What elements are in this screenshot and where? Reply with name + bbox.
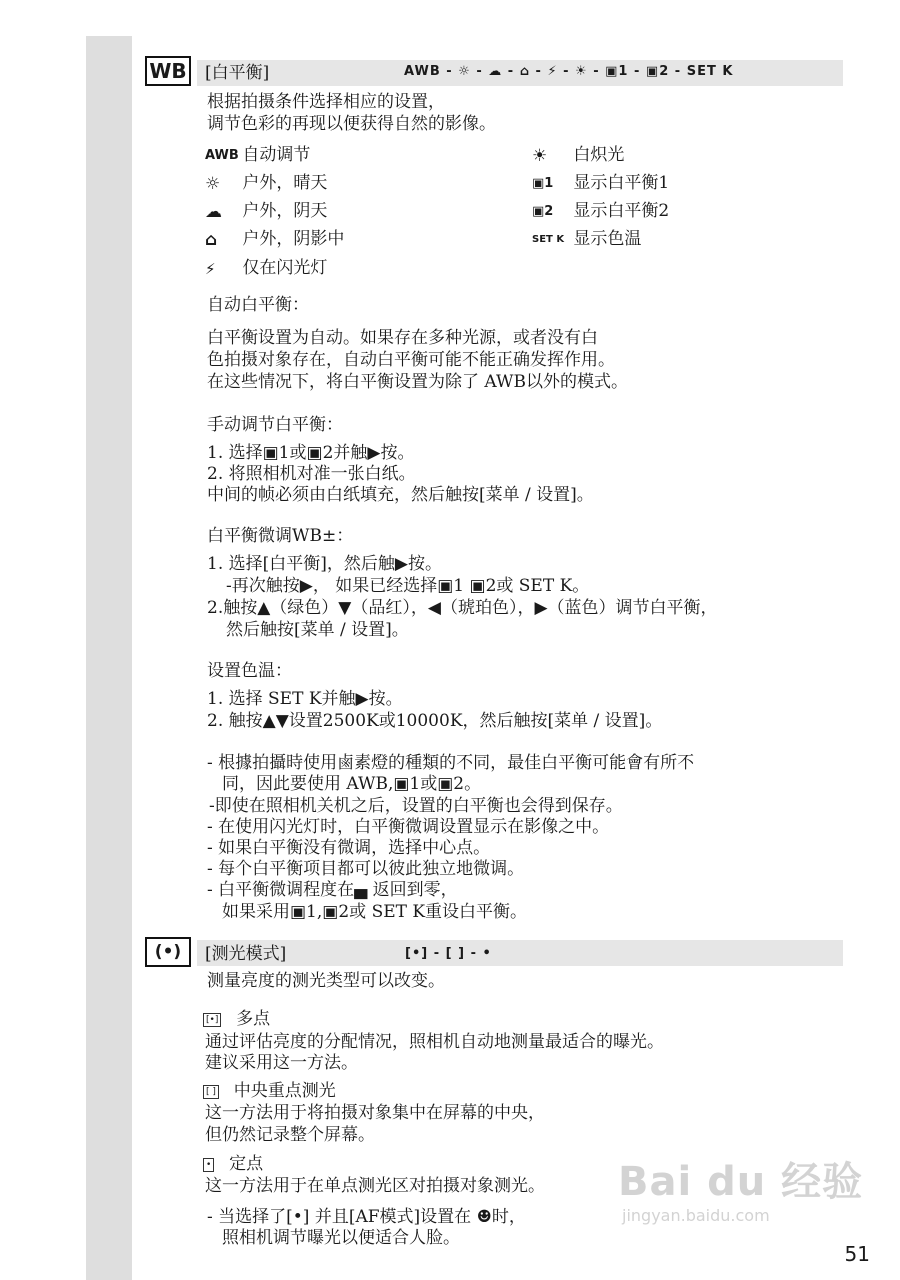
- watermark-url: jingyan.baidu.com: [622, 1206, 770, 1225]
- wb-fine-line-1: 1. 选择[白平衡]，然后触▶按。: [207, 554, 442, 574]
- metering-spot: [203, 1153, 263, 1175]
- metering-icon: (•): [145, 937, 191, 967]
- wb-note-4: - 在使用闪光灯时，白平衡微调设置显示在影像之中。: [207, 817, 610, 837]
- metering-mode-strip: [•] - [ ] - •: [405, 946, 492, 961]
- metering-intro: 测量亮度的测光类型可以改变。: [207, 971, 445, 991]
- wb-note-6: - 每个白平衡项目都可以彼此独立地微调。: [207, 859, 525, 879]
- wb-mode-custom1: [532, 172, 669, 195]
- kelvin-icon: SET K: [532, 233, 565, 245]
- left-margin-band: [86, 36, 132, 1280]
- metering-header-title: [测光模式]: [205, 944, 287, 964]
- baidu-watermark: [618, 1150, 864, 1225]
- watermark-brand: Bai du 经验: [618, 1159, 864, 1205]
- wb-mode-awb: [205, 144, 310, 167]
- wb-intro-1: 根据拍摄条件选择相应的设置，: [207, 92, 445, 112]
- wb-fine-line-4: 然后触按[菜单 / 设置]。: [226, 620, 409, 640]
- wb-note-7: - 白平衡微调程度在▄ 返回到零，: [207, 880, 458, 900]
- wb-manual-line-3: 中间的帧必须由白纸填充，然后触按[菜单 / 设置]。: [207, 485, 594, 505]
- metering-center: [203, 1080, 336, 1102]
- metering-center-desc-2: 但仍然记录整个屏幕。: [205, 1125, 375, 1145]
- wb-fine-title: 白平衡微调WB±：: [207, 526, 354, 546]
- wb-mode-label: 自动调节: [242, 145, 311, 165]
- wb-manual-line-1: 1. 选择▣1或▣2并触▶按。: [207, 443, 415, 463]
- wb-auto-line-2: 色拍摄对象存在，自动白平衡可能不能正确发挥作用。: [207, 350, 615, 370]
- custom-wb1-icon: ▣1: [532, 175, 554, 191]
- metering-item-label: 多点: [236, 1009, 271, 1029]
- wb-mode-strip: AWB - ☼ - ☁ - ⌂ - ⚡ - ☀ - ▣1 - ▣2 - SET K: [404, 64, 734, 79]
- wb-mode-cloudy: [205, 200, 327, 223]
- wb-temp-line-2: 2. 触按▲▼设置2500K或10000K，然后触按[菜单 / 设置]。: [207, 711, 663, 731]
- wb-mode-custom2: [532, 200, 669, 223]
- wb-note-8: 如果采用▣1,▣2或 SET K重设白平衡。: [222, 902, 528, 922]
- wb-mode-kelvin: [532, 228, 641, 251]
- page-number: 51: [844, 1242, 870, 1266]
- metering-multi: [203, 1008, 270, 1030]
- awb-icon: AWB: [205, 147, 239, 163]
- center-weighted-icon: [ ]: [203, 1085, 219, 1099]
- wb-icon: WB: [145, 56, 191, 86]
- wb-mode-label: 显示白平衡2: [573, 201, 670, 221]
- flash-icon: ⚡: [205, 259, 216, 278]
- wb-note-5: - 如果白平衡没有微调，选择中心点。: [207, 838, 491, 858]
- sun-icon: ☼: [205, 173, 221, 194]
- wb-note-1: - 根據拍攝時使用鹵素燈的種類的不同，最佳白平衡可能會有所不: [207, 753, 695, 773]
- cloud-icon: ☁: [205, 201, 222, 222]
- wb-mode-sunny: [205, 172, 327, 195]
- shade-icon: ⌂: [205, 229, 218, 250]
- metering-item-label: 定点: [229, 1154, 264, 1174]
- wb-temp-line-1: 1. 选择 SET K并触▶按。: [207, 689, 403, 709]
- wb-mode-shade: [205, 228, 344, 251]
- wb-auto-line-3: 在这些情况下，将白平衡设置为除了 AWB以外的模式。: [207, 372, 628, 392]
- wb-mode-label: 户外，阴天: [242, 201, 328, 221]
- metering-multi-desc-1: 通过评估亮度的分配情况，照相机自动地测量最适合的曝光。: [205, 1032, 664, 1052]
- wb-auto-line-1: 白平衡设置为自动。如果存在多种光源，或者没有白: [207, 328, 598, 348]
- wb-fine-line-3: 2.触按▲（绿色）▼（品红），◀（琥珀色），▶（蓝色）调节白平衡，: [207, 598, 718, 618]
- metering-item-label: 中央重点测光: [233, 1081, 336, 1101]
- wb-mode-label: 户外，晴天: [242, 173, 328, 193]
- wb-mode-label: 户外，阴影中: [242, 229, 345, 249]
- wb-header-title: [白平衡]: [205, 63, 270, 83]
- metering-note-2: 照相机调节曝光以便适合人脸。: [222, 1228, 460, 1248]
- wb-manual-title: 手动调节白平衡：: [207, 415, 343, 435]
- wb-note-2: 同，因此要使用 AWB,▣1或▣2。: [222, 774, 482, 794]
- wb-intro-2: 调节色彩的再现以便获得自然的影像。: [207, 114, 496, 134]
- wb-temp-title: 设置色温：: [207, 661, 292, 681]
- custom-wb2-icon: ▣2: [532, 203, 554, 219]
- spot-icon: •: [203, 1158, 214, 1172]
- multi-spot-icon: [•]: [203, 1013, 221, 1027]
- metering-center-desc-1: 这一方法用于将拍摄对象集中在屏幕的中央，: [205, 1103, 545, 1123]
- wb-mode-label: 显示色温: [573, 229, 642, 249]
- wb-mode-label: 显示白平衡1: [573, 173, 670, 193]
- wb-mode-flash: [205, 257, 327, 280]
- wb-mode-incandescent: [532, 144, 624, 167]
- metering-header-bar: [197, 940, 843, 966]
- wb-mode-label: 仅在闪光灯: [242, 258, 328, 278]
- bulb-icon: ☀: [532, 145, 548, 166]
- metering-note-1: - 当选择了[•] 并且[AF模式]设置在 ☻时，: [207, 1207, 526, 1227]
- wb-manual-line-2: 2. 将照相机对准一张白纸。: [207, 464, 416, 484]
- wb-mode-label: 白炽光: [573, 145, 625, 165]
- metering-spot-desc-1: 这一方法用于在单点测光区对拍摄对象测光。: [205, 1176, 545, 1196]
- metering-multi-desc-2: 建议采用这一方法。: [205, 1053, 358, 1073]
- wb-fine-line-2: -再次触按▶， 如果已经选择▣1 ▣2或 SET K。: [226, 576, 590, 596]
- wb-auto-title: 自动白平衡：: [207, 295, 309, 315]
- wb-note-3: -即使在照相机关机之后，设置的白平衡也会得到保存。: [209, 796, 623, 816]
